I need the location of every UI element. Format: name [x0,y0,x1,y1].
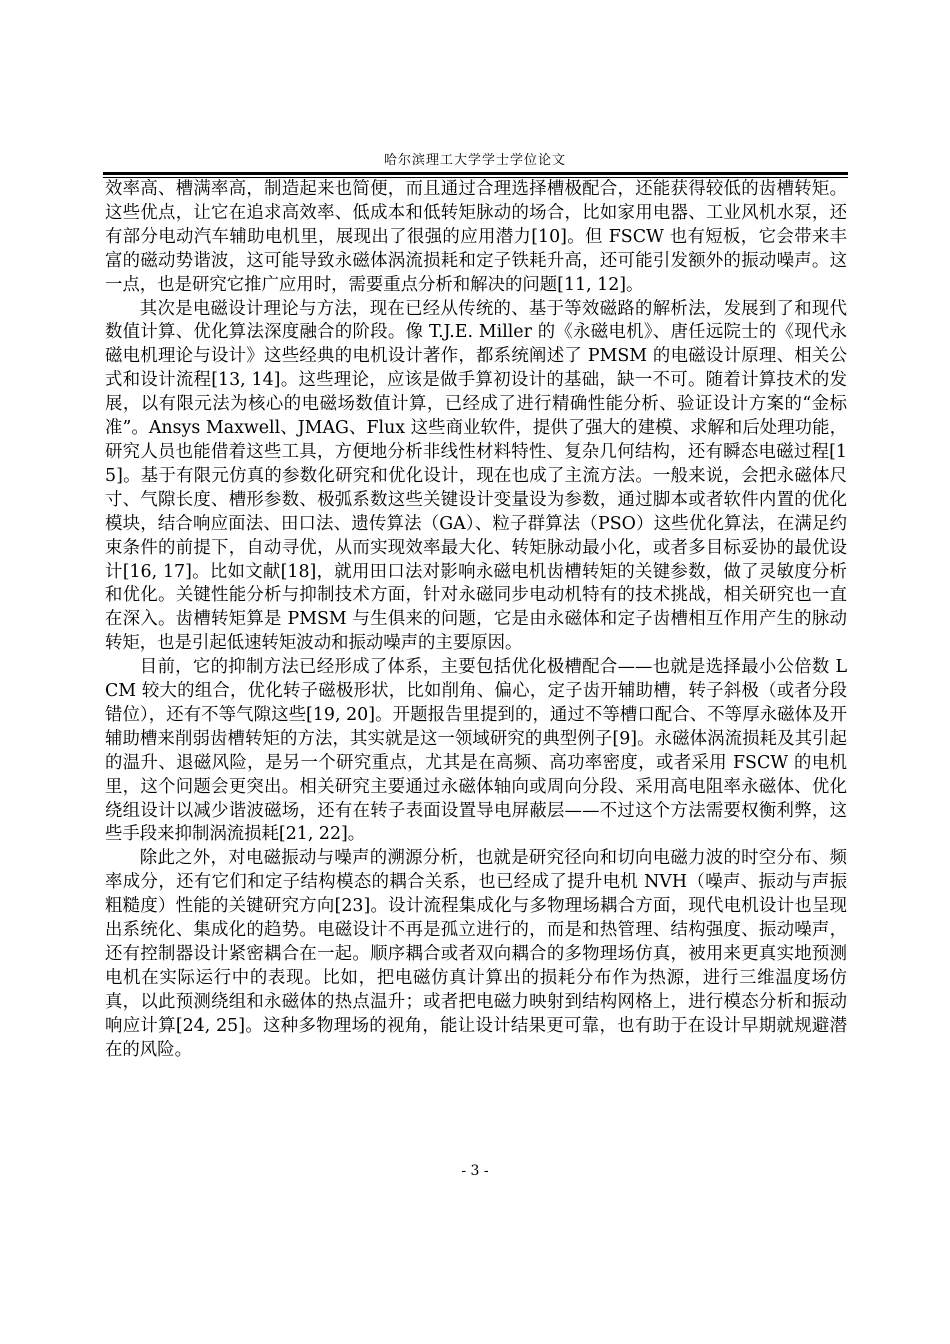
paragraph-design-theory: 其次是电磁设计理论与方法，现在已经从传统的、基于等效磁路的解析法，发展到了和现代数值计算、优化算法深度融合的阶段。像 T.J.E. Miller 的《永磁电机》、唐任远院士的《现代永磁电机理论与设计》这些经典的电机设计著作，都系统阐述了 PMSM 的电磁设计原理、相关公式和设计流程[13, 14]。这些理论，应该是做手算初设计的基础，缺一不可。随着计算技术的发展，以有限元法为核心的电磁场数值计算，已经成了进行精确性能分析、验证设计方案的“金标准”。Ansys Maxwell、JMAG、Flux 这些商业软件，提供了强大的建模、求解和后处理功能，研究人员也能借着这些工具，方便地分析非线性材料特性、复杂几何结构，还有瞬态电磁过程[15]。基于有限元仿真的参数化研究和优化设计，现在也成了主流方法。一般来说，会把永磁体尺寸、气隙长度、槽形参数、极弧系数这些关键设计变量设为参数，通过脚本或者软件内置的优化模块，结合响应面法、田口法、遗传算法（GA）、粒子群算法（PSO）这些优化算法，在满足约束条件的前提下，自动寻优，从而实现效率最大化、转矩脉动最小化，或者多目标妥协的最优设计[16, 17]。比如文献[18]，就用田口法对影响永磁电机齿槽转矩的关键参数，做了灵敏度分析和优化。关键性能分析与抑制技术方面，针对永磁同步电动机特有的技术挑战，相关研究也一直在深入。齿槽转矩算是 PMSM 与生俱来的问题，它是由永磁体和定子齿槽相互作用产生的脉动转矩，也是引起低速转矩波动和振动噪声的主要原因。 [105,298,847,654]
body-text [105,178,847,1063]
page-number: - 3 - [461,1163,489,1179]
paragraph-suppression-methods: 目前，它的抑制方法已经形成了体系，主要包括优化极槽配合——也就是选择最小公倍数 LCM 较大的组合，优化转子磁极形状，比如削角、偏心，定子齿开辅助槽，转子斜极（或者分段错位），还有不等气隙这些[19, 20]。开题报告里提到的，通过不等槽口配合、不等厚永磁体及开辅助槽来削弱齿槽转矩的方法，其实就是这一领域研究的典型例子[9]。永磁体涡流损耗及其引起的温升、退磁风险，是另一个研究重点，尤其是在高频、高功率密度，或者采用 FSCW 的电机里，这个问题会更突出。相关研究主要通过永磁体轴向或周向分段、采用高电阻率永磁体、优化绕组设计以减少谐波磁场，还有在转子表面设置导电屏蔽层——不过这个方法需要权衡利弊，这些手段来抑制涡流损耗[21, 22]。 [105,657,847,845]
running-header: 哈尔滨理工大学学士学位论文 [383,153,566,168]
paragraph-continuation: 效率高、槽满率高，制造起来也简便，而且通过合理选择槽极配合，还能获得较低的齿槽转矩。这些优点，让它在追求高效率、低成本和低转矩脉动的场合，比如家用电器、工业风机水泵，还有部分电动汽车辅助电机里，展现出了很强的应用潜力[10]。但 FSCW 也有短板，它会带来丰富的磁动势谐波，这可能导致永磁体涡流损耗和定子铁耗升高，还可能引发额外的振动噪声。这一点，也是研究它推广应用时，需要重点分析和解决的问题[11, 12]。 [105,179,847,295]
header-rule [103,172,848,175]
paragraph-multiphysics: 除此之外，对电磁振动与噪声的溯源分析，也就是研究径向和切向电磁力波的时空分布、频率成分，还有它们和定子结构模态的耦合关系，也已经成了提升电机 NVH（噪声、振动与声振粗糙度）性能的关键研究方向[23]。设计流程集成化与多物理场耦合方面，现代电机设计也呈现出系统化、集成化的趋势。电磁设计不再是孤立进行的，而是和热管理、结构强度、振动噪声，还有控制器设计紧密耦合在一起。顺序耦合或者双向耦合的多物理场仿真，被用来更真实地预测电机在实际运行中的表现。比如，把电磁仿真计算出的损耗分布作为热源，进行三维温度场仿真，以此预测绕组和永磁体的热点温升；或者把电磁力映射到结构网格上，进行模态分析和振动响应计算[24, 25]。这种多物理场的视角，能让设计结果更可靠，也有助于在设计早期就规避潜在的风险。 [105,848,847,1060]
